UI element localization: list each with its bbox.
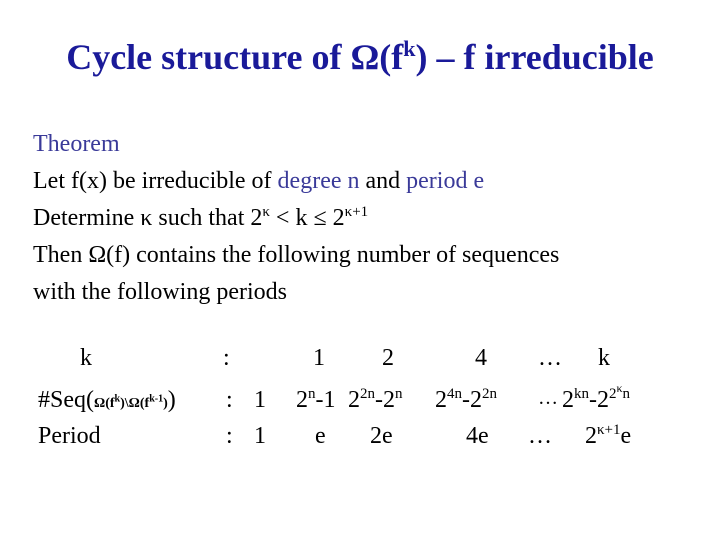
row-k-2: 2 [382, 345, 394, 371]
row-seq-colk: $2^{kn}-2^{2^\kappa n}$ [562, 381, 631, 413]
row-k-dots: … [538, 345, 562, 371]
theorem-block [33, 126, 693, 311]
theorem-line-4: with the following periods [33, 279, 287, 305]
row-period-e: e [315, 423, 326, 449]
row-k-k: k [598, 345, 610, 371]
row-period-2e: 2e [370, 423, 393, 449]
row-period-4e: 4e [466, 423, 489, 449]
row-seq-col2: $2^{2n}-2^n$ [348, 386, 403, 413]
row-seq-1: 1 [254, 387, 266, 413]
row-seq-col1: 2$^n$-1 [296, 386, 336, 413]
row-k-4: 4 [475, 345, 487, 371]
row-seq-dots: … [538, 387, 558, 409]
theorem-heading: Theorem [33, 131, 120, 157]
row-period-dots: … [528, 423, 552, 449]
row-k-1: 1 [313, 345, 325, 371]
theorem-line-3: Then Ω(f) contains the following number of sequences [33, 242, 560, 268]
row-period-label: Period [38, 423, 101, 449]
row-period-colk: $2^{\kappa+1}e$ [585, 422, 632, 449]
row-period-colon: : [226, 423, 233, 449]
row-k-colon: : [223, 345, 230, 371]
row-period-1: 1 [254, 423, 266, 449]
row-seq-col3: $2^{4n}-2^{2n}$ [435, 386, 497, 413]
degree-term: degree n [277, 168, 360, 194]
theorem-line-1: Let f(x) be irreducible of degree n and period e [33, 168, 485, 194]
period-term: period e [406, 168, 485, 194]
theorem-line-2: Determine κ such that $2^\kappa < k \le 2^{\kappa+1}$ [33, 204, 369, 231]
slide-title: Cycle structure of $\Omega(f^k)$ – f irreducible [66, 36, 654, 77]
row-k-label: k [80, 345, 92, 371]
row-seq-label: $\#Seq(\Omega(f^k)\backslash\Omega(f^{k-1}))$ [38, 387, 176, 413]
row-seq-colon: : [226, 387, 233, 413]
